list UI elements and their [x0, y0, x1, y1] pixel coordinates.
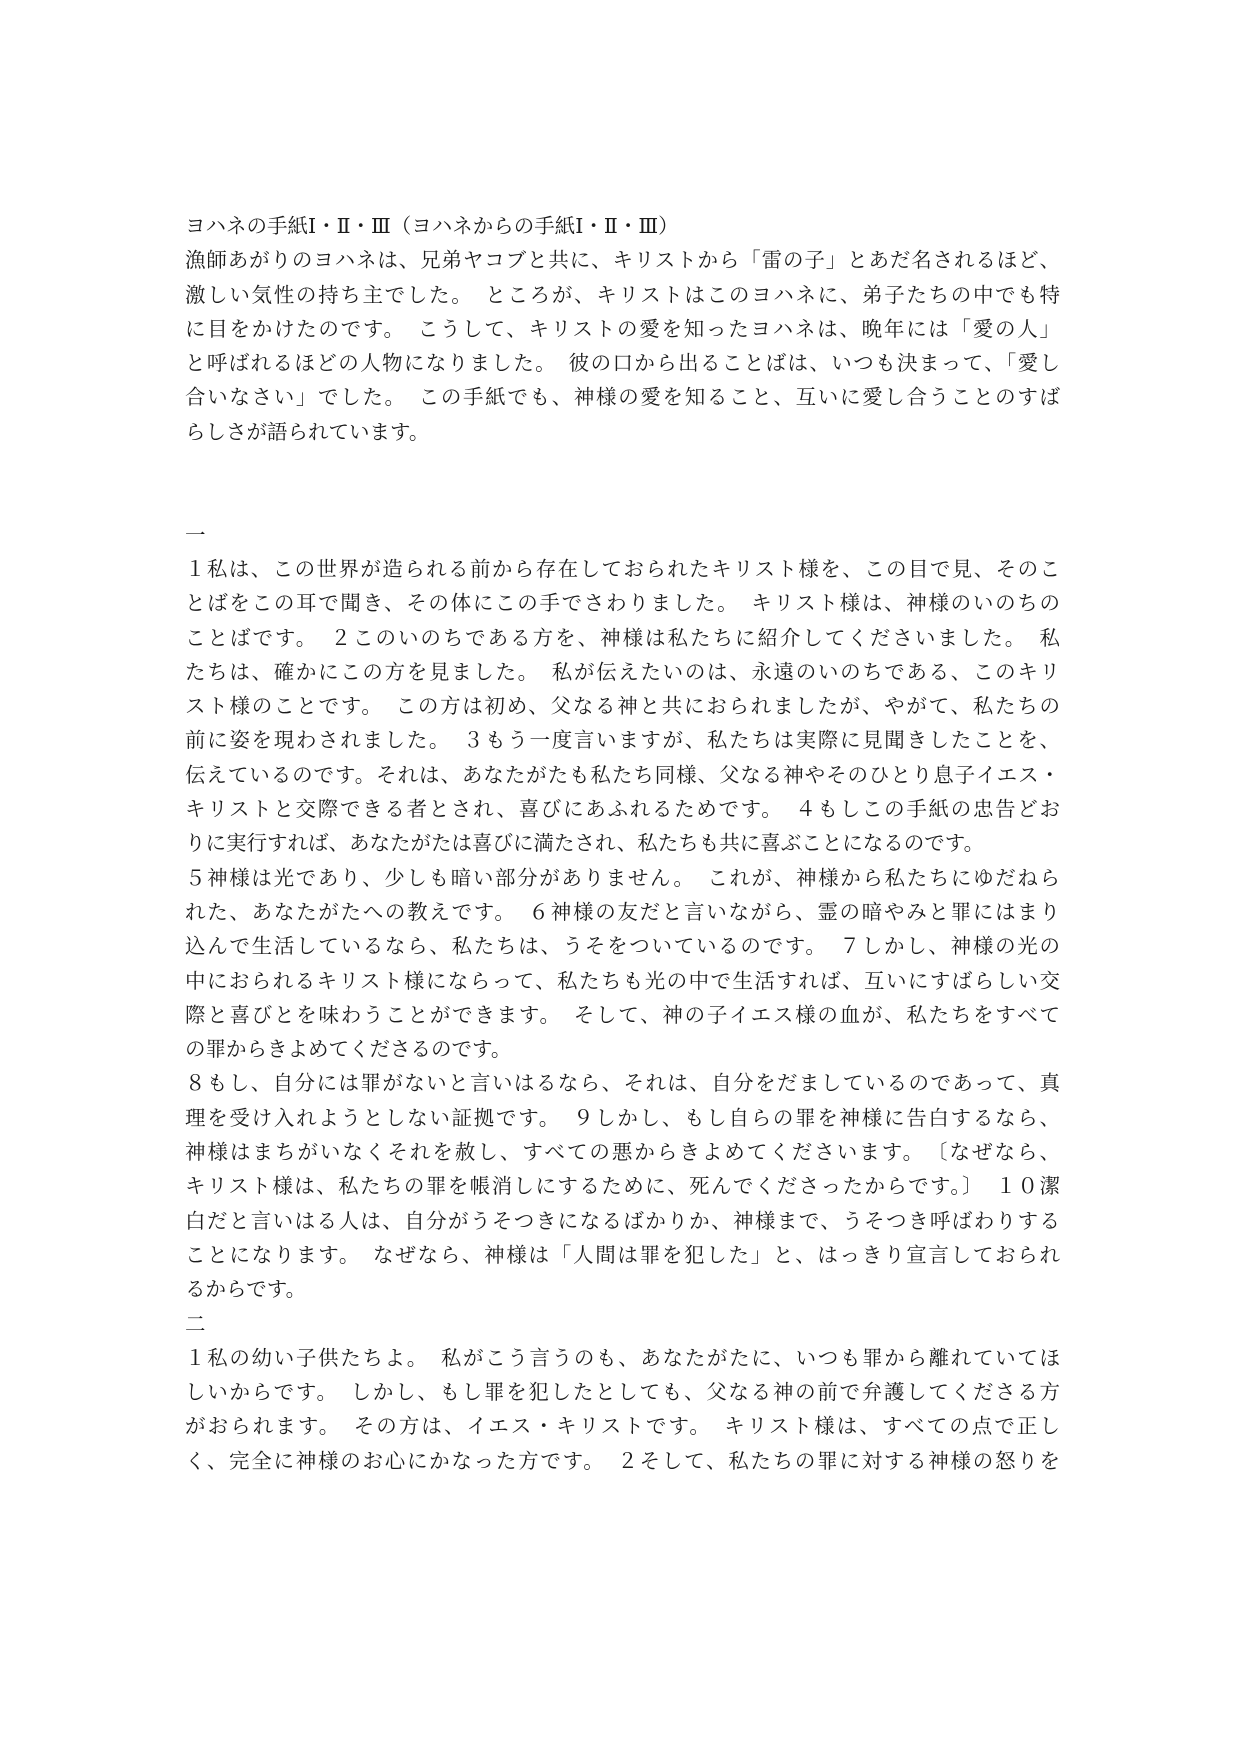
intro-paragraph: [185, 243, 1060, 449]
chapter-2-line: しいからです。 しかし、もし罪を犯したとしても、父なる神の前で弁護してくださる方: [185, 1380, 1060, 1405]
chapter-2-heading: 二: [185, 1311, 206, 1336]
chapter-1-line: 白だと言いはる人は、自分がうそつきになるばかりか、神様まで、うそつき呼ばわりする: [185, 1208, 1060, 1233]
chapter-1-line: ５神様は光であり、少しも暗い部分がありません。 これが、神様から私たちにゆだねら: [185, 865, 1060, 890]
chapter-1-line: 込んで生活しているなら、私たちは、うそをついているのです。 ７しかし、神様の光の: [185, 934, 1060, 959]
intro-line: 漁師あがりのヨハネは、兄弟ヤコブと共に、キリストから「雷の子」とあだ名されるほど、: [185, 248, 1060, 273]
spacer: [185, 449, 1060, 483]
chapter-1-line: 中におられるキリスト様にならって、私たちも光の中で生活すれば、互いにすばらしい交: [185, 968, 1060, 993]
chapter-1-text: [185, 552, 1060, 1307]
intro-line: 激しい気性の持ち主でした。 ところが、キリストはこのヨハネに、弟子たちの中でも特: [185, 282, 1060, 307]
chapter-1-line: れた、あなたがたへの教えです。 ６神様の友だと言いながら、霊の暗やみと罪にはまり: [185, 899, 1060, 924]
document-body: [185, 209, 1060, 1478]
chapter-2-line: １私の幼い子供たちよ。 私がこう言うのも、あなたがたに、いつも罪から離れていてほ: [185, 1345, 1060, 1370]
document-title: ヨハネの手紙Ⅰ・Ⅱ・Ⅲ（ヨハネからの手紙Ⅰ・Ⅱ・Ⅲ）: [185, 214, 679, 238]
intro-line: と呼ばれるほどの人物になりました。 彼の口から出ることばは、いつも決まって、「愛し: [185, 351, 1060, 376]
intro-line: らしさが語られています。: [185, 419, 430, 444]
chapter-1-line: ことになります。 なぜなら、神様は「人間は罪を犯した」と、はっきり宣言しておられ: [185, 1242, 1060, 1267]
chapter-1-line: 前に姿を現わされました。 ３もう一度言いますが、私たちは実際に見聞きしたことを、: [185, 728, 1060, 753]
chapter-1-line: ８もし、自分には罪がないと言いはるなら、それは、自分をだましているのであって、真: [185, 1071, 1060, 1096]
chapter-1-line: の罪からきよめてくださるのです。: [185, 1037, 512, 1062]
chapter-2-text: [185, 1341, 1060, 1478]
chapter-1-line: たちは、確かにこの方を見ました。 私が伝えたいのは、永遠のいのちである、このキリ: [185, 659, 1060, 684]
chapter-1-line: スト様のことです。 この方は初め、父なる神と共におられましたが、やがて、私たちの: [185, 694, 1060, 719]
chapter-1-line: 神様はまちがいなくそれを赦し、すべての悪からきよめてくださいます。 〔なぜなら、: [185, 1140, 1060, 1165]
chapter-1-line: ことばです。 ２このいのちである方を、神様は私たちに紹介してくださいました。 私: [185, 625, 1060, 650]
chapter-2-line: く、完全に神様のお心にかなった方です。 ２そして、私たちの罪に対する神様の怒りを: [185, 1448, 1060, 1473]
chapter-1-line: 際と喜びとを味わうことができます。 そして、神の子イエス様の血が、私たちをすべて: [185, 1002, 1060, 1027]
spacer: [185, 483, 1060, 517]
chapter-1-line: キリスト様は、私たちの罪を帳消しにするために、死んでくださったからです。〕 １０潔: [185, 1174, 1060, 1199]
chapter-1-line: 理を受け入れようとしない証拠です。 ９しかし、もし自らの罪を神様に告白するなら、: [185, 1105, 1060, 1130]
intro-line: 合いなさい」でした。 この手紙でも、神様の愛を知ること、互いに愛し合うことのすば: [185, 385, 1060, 410]
chapter-1-line: とばをこの耳で聞き、その体にこの手でさわりました。 キリスト様は、神様のいのちの: [185, 591, 1060, 616]
intro-line: に目をかけたのです。 こうして、キリストの愛を知ったヨハネは、晩年には「愛の人」: [185, 316, 1060, 341]
chapter-1-line: 伝えているのです。それは、あなたがたも私たち同様、父なる神やそのひとり息子イエス・: [185, 762, 1060, 787]
chapter-1-line: １私は、この世界が造られる前から存在しておられたキリスト様を、この目で見、そのこ: [185, 556, 1060, 581]
chapter-1-line: るからです。: [185, 1277, 307, 1302]
chapter-1-line: りに実行すれば、あなたがたは喜びに満たされ、私たちも共に喜ぶことになるのです。: [185, 831, 985, 856]
chapter-2-line: がおられます。 その方は、イエス・キリストです。 キリスト様は、すべての点で正し: [185, 1414, 1060, 1439]
chapter-1-line: キリストと交際できる者とされ、喜びにあふれるためです。 ４もしこの手紙の忠告どお: [185, 797, 1060, 822]
chapter-1-heading: 一: [185, 522, 206, 547]
